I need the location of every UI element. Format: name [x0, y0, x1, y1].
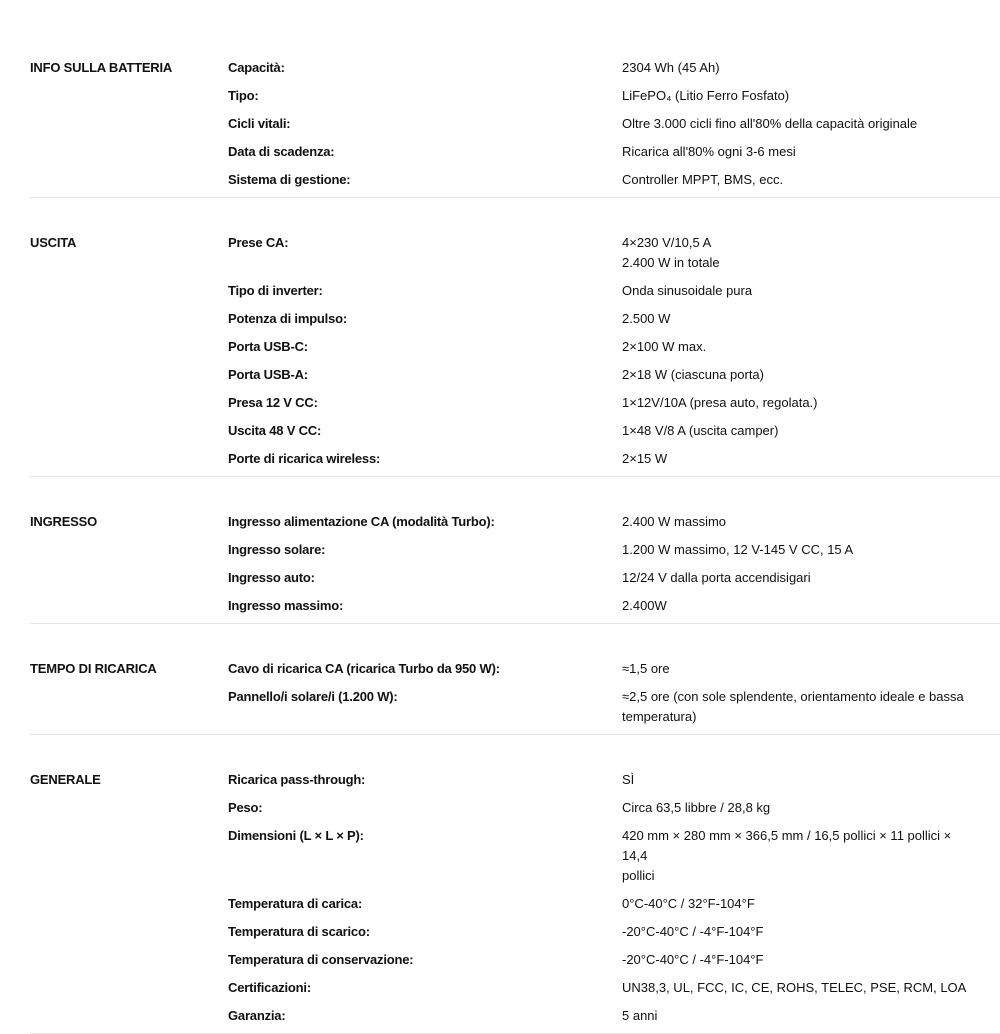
spec-row — [228, 141, 1000, 169]
spec-value — [622, 687, 1000, 727]
spec-value-line: Controller MPPT, BMS, ecc. — [622, 172, 784, 187]
section-title: TEMPO DI RICARICA — [30, 661, 157, 676]
spec-label: Certificazioni: — [228, 980, 311, 995]
spec-value — [622, 568, 1000, 588]
spec-value — [622, 142, 1000, 162]
spec-rows — [228, 57, 1000, 197]
spec-value-line: 2.400 W in totale — [622, 255, 720, 270]
spec-label: Potenza di impulso: — [228, 311, 347, 326]
spec-value-line: 420 mm × 280 mm × 366,5 mm / 16,5 pollici × 11 pollici × 14,4 — [622, 828, 952, 863]
spec-section — [30, 769, 1000, 1034]
spec-value — [622, 1006, 1000, 1026]
spec-value — [622, 894, 1000, 914]
spec-label: Ricarica pass-through: — [228, 772, 366, 787]
spec-label: Garanzia: — [228, 1008, 286, 1023]
spec-row — [228, 392, 1000, 420]
spec-label: Dimensioni (L × L × P): — [228, 828, 364, 843]
spec-row — [228, 448, 1000, 476]
spec-value — [622, 512, 1000, 532]
spec-label: Porta USB-C: — [228, 339, 308, 354]
spec-label: Ingresso auto: — [228, 570, 315, 585]
spec-rows — [228, 658, 1000, 734]
spec-row — [228, 113, 1000, 141]
spec-label: Peso: — [228, 800, 263, 815]
spec-row — [228, 1005, 1000, 1033]
spec-row — [228, 232, 1000, 280]
spec-value — [622, 659, 1000, 679]
spec-row — [228, 539, 1000, 567]
spec-value — [622, 421, 1000, 441]
spec-value — [622, 770, 1000, 790]
spec-value — [622, 950, 1000, 970]
spec-section — [30, 511, 1000, 624]
spec-value-line: Oltre 3.000 cicli fino all'80% della capacità originale — [622, 116, 918, 131]
spec-label: Porte di ricarica wireless: — [228, 451, 381, 466]
section-title: INGRESSO — [30, 514, 98, 529]
spec-value — [622, 922, 1000, 942]
spec-row — [228, 85, 1000, 113]
spec-value — [622, 393, 1000, 413]
spec-label: Temperatura di scarico: — [228, 924, 370, 939]
section-title: USCITA — [30, 235, 77, 250]
spec-value — [622, 365, 1000, 385]
spec-row — [228, 420, 1000, 448]
spec-value-line: 5 anni — [622, 1008, 658, 1023]
spec-label: Temperatura di carica: — [228, 896, 363, 911]
spec-row — [228, 567, 1000, 595]
section-title: INFO SULLA BATTERIA — [30, 60, 173, 75]
spec-row — [228, 57, 1000, 85]
spec-rows — [228, 232, 1000, 476]
spec-value — [622, 449, 1000, 469]
spec-row — [228, 949, 1000, 977]
spec-value-line: ≈1,5 ore — [622, 661, 670, 676]
spec-label: Porta USB-A: — [228, 367, 308, 382]
spec-value-line: -20°C-40°C / -4°F-104°F — [622, 924, 764, 939]
spec-section — [30, 57, 1000, 198]
spec-row — [228, 977, 1000, 1005]
spec-value-line: 1.200 W massimo, 12 V-145 V CC, 15 A — [622, 542, 854, 557]
spec-value-line: 2304 Wh (45 Ah) — [622, 60, 720, 75]
spec-value-line: Onda sinusoidale pura — [622, 283, 753, 298]
spec-value-line: pollici — [622, 868, 655, 883]
spec-row — [228, 921, 1000, 949]
spec-label: Cavo di ricarica CA (ricarica Turbo da 950 W): — [228, 661, 500, 676]
spec-value — [622, 337, 1000, 357]
spec-label: Ingresso massimo: — [228, 598, 344, 613]
spec-value-line: 2.400 W massimo — [622, 514, 727, 529]
spec-value — [622, 309, 1000, 329]
spec-row — [228, 658, 1000, 686]
spec-value — [622, 86, 1000, 106]
spec-label: Tipo di inverter: — [228, 283, 323, 298]
spec-value — [622, 596, 1000, 616]
spec-row — [228, 364, 1000, 392]
spec-label: Cicli vitali: — [228, 116, 291, 131]
spec-value-line: 0°C-40°C / 32°F-104°F — [622, 896, 755, 911]
spec-row — [228, 595, 1000, 623]
spec-value-line: 1×12V/10A (presa auto, regolata.) — [622, 395, 818, 410]
spec-value-line: ≈2,5 ore (con sole splendente, orientamento ideale e bassa — [622, 689, 964, 704]
spec-value — [622, 826, 1000, 886]
spec-section — [30, 232, 1000, 477]
spec-table — [30, 57, 1000, 1034]
spec-label: Uscita 48 V CC: — [228, 423, 322, 438]
spec-value-line: Ricarica all'80% ogni 3-6 mesi — [622, 144, 796, 159]
spec-label: Pannello/i solare/i (1.200 W): — [228, 689, 398, 704]
spec-value — [622, 798, 1000, 818]
spec-value-line: -20°C-40°C / -4°F-104°F — [622, 952, 764, 967]
spec-label: Ingresso alimentazione CA (modalità Turbo): — [228, 514, 495, 529]
spec-label: Data di scadenza: — [228, 144, 335, 159]
spec-value — [622, 281, 1000, 301]
spec-row — [228, 511, 1000, 539]
spec-value-line: Circa 63,5 libbre / 28,8 kg — [622, 800, 771, 815]
spec-row — [228, 893, 1000, 921]
spec-value — [622, 58, 1000, 78]
spec-label: Sistema di gestione: — [228, 172, 351, 187]
spec-row — [228, 169, 1000, 197]
spec-value-line: 2×100 W max. — [622, 339, 707, 354]
spec-value — [622, 233, 1000, 273]
spec-label: Presa 12 V CC: — [228, 395, 318, 410]
spec-value-line: 1×48 V/8 A (uscita camper) — [622, 423, 779, 438]
spec-value-line: 2.400W — [622, 598, 667, 613]
spec-value — [622, 170, 1000, 190]
spec-value-line: 12/24 V dalla porta accendisigari — [622, 570, 811, 585]
spec-rows — [228, 769, 1000, 1033]
spec-row — [228, 769, 1000, 797]
spec-value — [622, 540, 1000, 560]
spec-value — [622, 114, 1000, 134]
spec-row — [228, 686, 1000, 734]
spec-value-line: 2×15 W — [622, 451, 668, 466]
section-title: GENERALE — [30, 772, 101, 787]
spec-label: Tipo: — [228, 88, 259, 103]
spec-rows — [228, 511, 1000, 623]
spec-value-line: LiFePO₄ (Litio Ferro Fosfato) — [622, 88, 790, 103]
spec-row — [228, 825, 1000, 893]
spec-label: Temperatura di conservazione: — [228, 952, 414, 967]
spec-section — [30, 658, 1000, 735]
spec-row — [228, 280, 1000, 308]
spec-value — [622, 978, 1000, 998]
spec-value-line: UN38,3, UL, FCC, IC, CE, ROHS, TELEC, PSE, RCM, LOA — [622, 980, 967, 995]
spec-row — [228, 308, 1000, 336]
spec-label: Prese CA: — [228, 235, 289, 250]
spec-label: Capacità: — [228, 60, 285, 75]
spec-row — [228, 336, 1000, 364]
spec-row — [228, 797, 1000, 825]
spec-value-line: SÌ — [622, 772, 635, 787]
spec-value-line: 4×230 V/10,5 A — [622, 235, 712, 250]
spec-value-line: temperatura) — [622, 709, 697, 724]
spec-value-line: 2×18 W (ciascuna porta) — [622, 367, 764, 382]
spec-label: Ingresso solare: — [228, 542, 326, 557]
spec-value-line: 2.500 W — [622, 311, 671, 326]
